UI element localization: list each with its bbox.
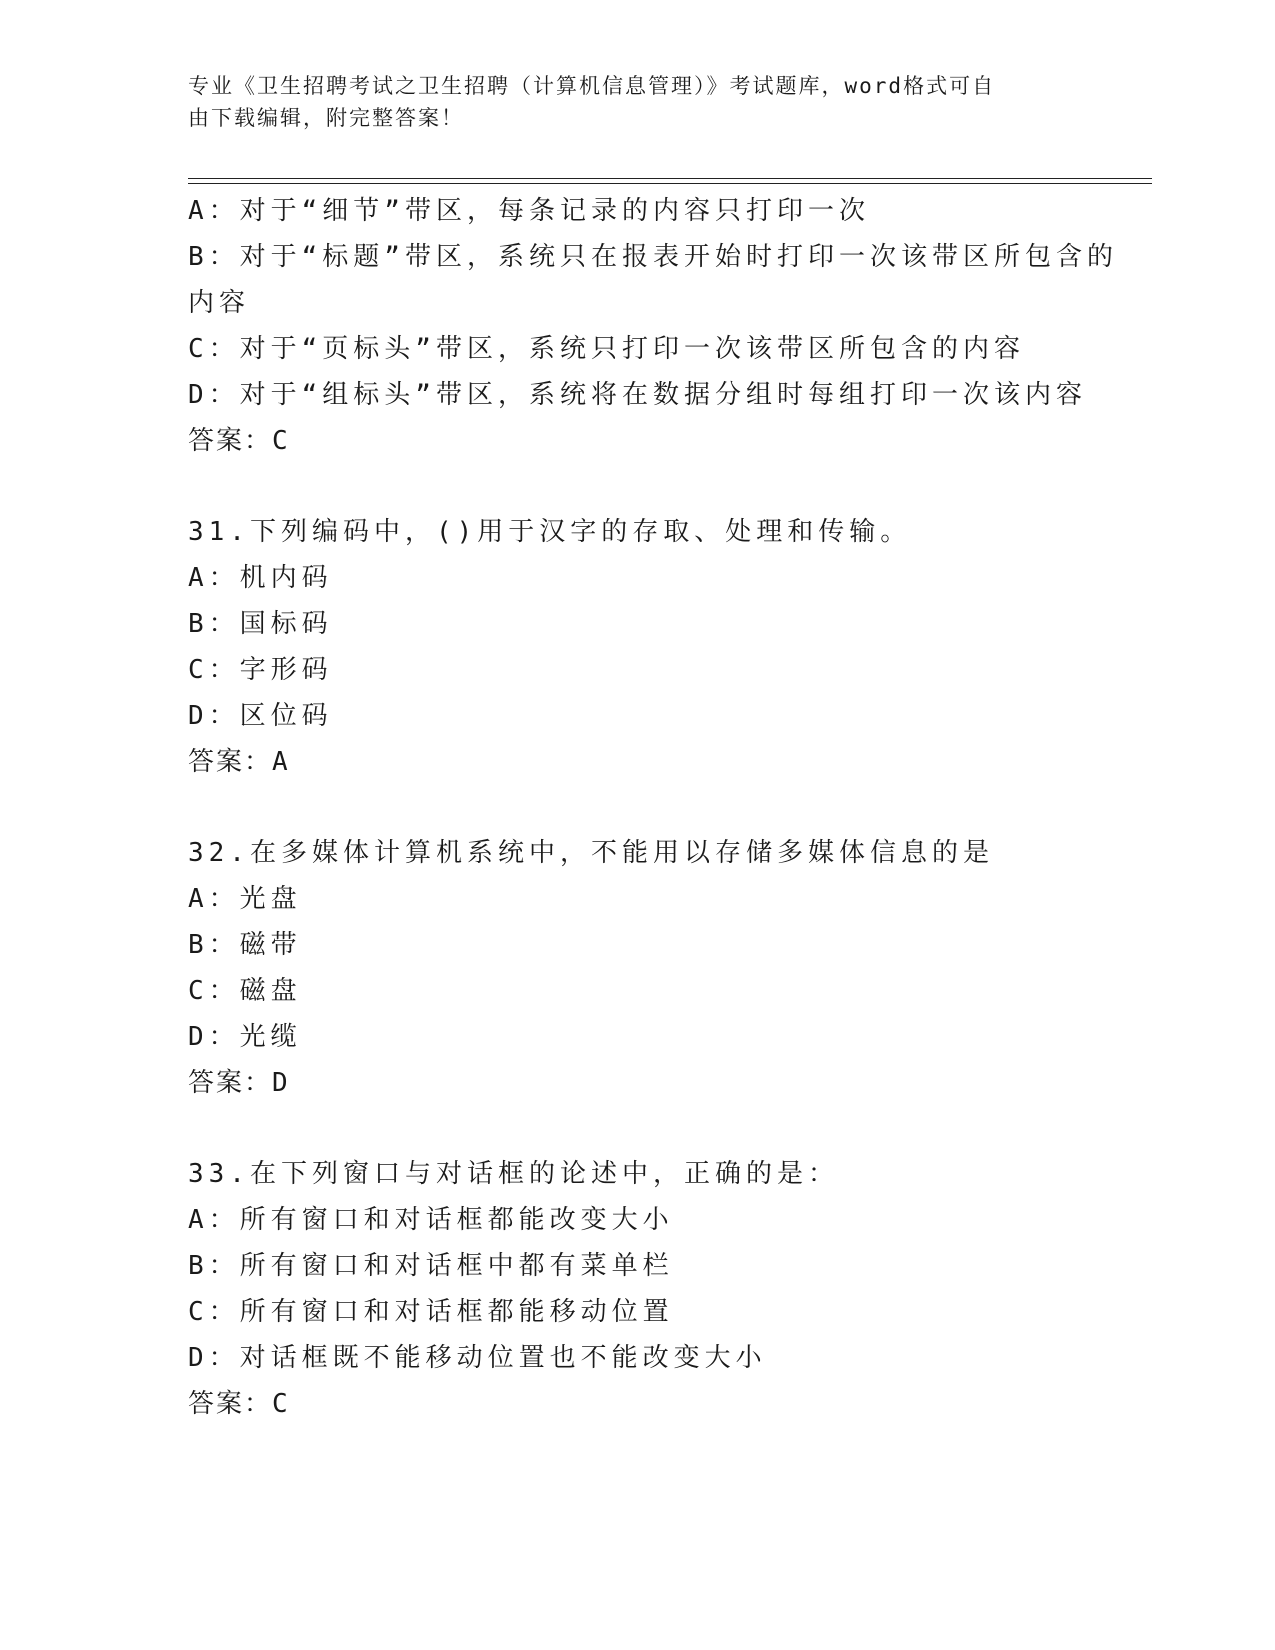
option-a: A：所有窗口和对话框都能改变大小 bbox=[188, 1205, 674, 1235]
header-divider-bottom bbox=[188, 183, 1152, 184]
header-divider-top bbox=[188, 178, 1152, 179]
option-c: C：字形码 bbox=[188, 655, 333, 685]
option-b: B：所有窗口和对话框中都有菜单栏 bbox=[188, 1251, 674, 1281]
question-text: 32.在多媒体计算机系统中，不能用以存储多媒体信息的是 bbox=[188, 838, 994, 868]
answer-label: 答案： bbox=[188, 747, 273, 777]
option-b: B：国标码 bbox=[188, 609, 333, 639]
answer-line bbox=[188, 1060, 1088, 1106]
question-list bbox=[188, 188, 1118, 1427]
header-line-1: 专业《卫生招聘考试之卫生招聘（计算机信息管理）》考试题库，word格式可自 bbox=[188, 74, 996, 98]
answer-line bbox=[188, 739, 1088, 785]
option-a: A：对于“细节”带区，每条记录的内容只打印一次 bbox=[188, 196, 870, 226]
answer-value: D bbox=[272, 1068, 289, 1098]
document-header bbox=[188, 70, 1088, 134]
option-d: D：区位码 bbox=[188, 701, 333, 731]
option-a: A：光盘 bbox=[188, 884, 302, 914]
answer-line bbox=[188, 418, 1088, 464]
header-line-2: 由下载编辑，附完整答案！ bbox=[188, 106, 464, 130]
option-d: D：对话框既不能移动位置也不能改变大小 bbox=[188, 1343, 767, 1373]
option-c: C：所有窗口和对话框都能移动位置 bbox=[188, 1297, 674, 1327]
option-b: B：对于“标题”带区，系统只在报表开始时打印一次该带区所包含的 bbox=[188, 242, 1118, 272]
answer-label: 答案： bbox=[188, 426, 273, 456]
option-a: A：机内码 bbox=[188, 563, 333, 593]
option-d: D：光缆 bbox=[188, 1022, 302, 1052]
answer-value: C bbox=[272, 426, 289, 456]
answer-value: A bbox=[272, 747, 289, 777]
option-c: C：对于“页标头”带区，系统只打印一次该带区所包含的内容 bbox=[188, 334, 1025, 364]
answer-label: 答案： bbox=[188, 1068, 273, 1098]
answer-label: 答案： bbox=[188, 1389, 273, 1419]
question-text: 31.下列编码中，()用于汉字的存取、处理和传输。 bbox=[188, 517, 912, 547]
question-block-32 bbox=[188, 830, 1088, 1106]
question-block-33 bbox=[188, 1151, 1088, 1427]
option-b: B：磁带 bbox=[188, 930, 302, 960]
option-b-continued: 内容 bbox=[188, 288, 251, 318]
answer-value: C bbox=[272, 1389, 289, 1419]
answer-line bbox=[188, 1381, 1088, 1427]
question-block-31 bbox=[188, 509, 1088, 785]
question-text: 33.在下列窗口与对话框的论述中，正确的是： bbox=[188, 1159, 839, 1189]
question-block-prev bbox=[188, 188, 1118, 464]
option-c: C：磁盘 bbox=[188, 976, 302, 1006]
option-d: D：对于“组标头”带区，系统将在数据分组时每组打印一次该内容 bbox=[188, 380, 1087, 410]
